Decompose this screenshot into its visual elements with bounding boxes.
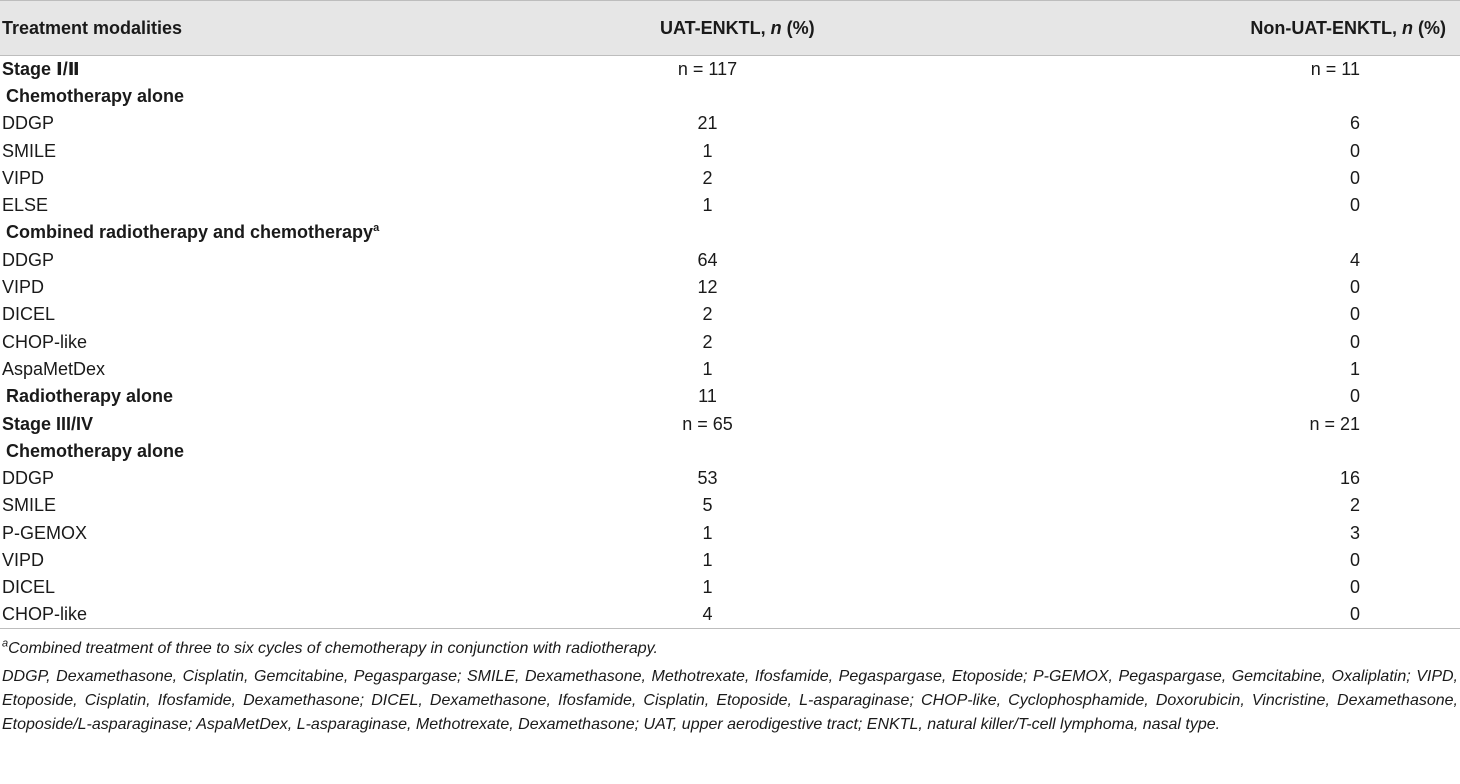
row-label: P-GEMOX (2, 522, 88, 543)
row-non-uat-value: 0 (1349, 277, 1360, 298)
header-treatment-modalities: Treatment modalities (0, 1, 560, 56)
row-label: Stage Ⅰ/Ⅱ (2, 58, 80, 79)
row-uat-value: n = 117 (677, 58, 738, 79)
row-uat-value: 4 (560, 601, 855, 628)
row-non-uat-value: 16 (1339, 468, 1360, 489)
header-uat-enktl: UAT-ENKTL, n (%) (560, 1, 855, 56)
row-non-uat-value: n = 21 (1309, 413, 1360, 434)
table-row (0, 137, 1460, 164)
row-uat-value: n = 65 (682, 413, 733, 434)
row-non-uat-value (855, 83, 1460, 110)
table-row (0, 274, 1460, 301)
row-uat-value: 21 (697, 113, 718, 134)
table-footnotes (0, 629, 1460, 737)
table-row (0, 601, 1460, 628)
table-row (0, 383, 1460, 410)
row-label: Stage III/IV (2, 413, 94, 434)
row-label: DDGP (2, 113, 55, 134)
row-uat-value: 1 (702, 522, 713, 543)
row-uat-value (560, 438, 855, 465)
table-row (0, 219, 1460, 246)
table-row (0, 165, 1460, 192)
row-non-uat-value: 0 (1349, 167, 1360, 188)
row-uat-value: 5 (702, 495, 713, 516)
row-uat-value: 64 (697, 249, 718, 270)
table-row (0, 328, 1460, 355)
row-label: VIPD (2, 167, 45, 188)
row-uat-value: 11 (698, 386, 717, 407)
footnote-abbreviations: DDGP, Dexamethasone, Cisplatin, Gemcitabine, Pegaspargase; SMILE, Dexamethasone, Methotrexate, Ifosfamide, Pegaspargase, Etoposide; P-GEMOX, Pegaspargase, Gemcitabine, Oxaliplatin; VIPD, Etoposide, Cisplatin, Ifosfamide, Dexamethasone; DICEL, Dexamethasone, Ifosfamide, Cisplatin, Etoposide, L-asparaginase; CHOP-like, Cyclophosphamide, Doxorubicin, Vincristine, Dexamethasone, Etoposide/L-asparaginase; AspaMetDex, L-asparaginase, Methotrexate, Dexamethasone; UAT, upper aerodigestive tract; ENKTL, natural killer/T-cell lymphoma, nasal type. (2, 668, 1458, 734)
row-non-uat-value: 0 (1349, 386, 1360, 407)
row-non-uat-value: 0 (1349, 331, 1360, 352)
row-uat-value: 1 (702, 358, 713, 379)
table-row (0, 56, 1460, 83)
table-row (0, 520, 1460, 547)
row-label: Combined radiotherapy and chemotherapy$^a$ (6, 222, 380, 243)
footnote-a: $^a$Combined treatment of three to six cycles of chemotherapy in conjunction with radiotherapy. (2, 637, 658, 658)
row-uat-value: 1 (702, 577, 713, 598)
row-label: Chemotherapy alone (6, 440, 185, 461)
row-uat-value: 1 (702, 195, 713, 216)
table-row (0, 492, 1460, 519)
row-non-uat-value: 2 (1349, 495, 1360, 516)
row-label: Chemotherapy alone (6, 85, 185, 106)
row-label: CHOP-like (2, 331, 88, 352)
row-non-uat-value: 0 (1349, 577, 1360, 598)
row-label: DICEL (2, 577, 56, 598)
row-label: VIPD (2, 277, 45, 298)
row-label: SMILE (2, 495, 57, 516)
row-non-uat-value: 0 (1349, 195, 1360, 216)
row-non-uat-value: 0 (1349, 304, 1360, 325)
row-label: DICEL (2, 304, 56, 325)
row-label: VIPD (2, 549, 45, 570)
row-uat-value: 1 (702, 549, 713, 570)
table-row (0, 465, 1460, 492)
row-uat-value: 2 (702, 304, 713, 325)
row-label: DDGP (2, 249, 55, 270)
row-non-uat-value (855, 219, 1460, 246)
table-row (0, 110, 1460, 137)
table-header-row (0, 1, 1460, 56)
table-row (0, 83, 1460, 110)
table-row (0, 574, 1460, 601)
header-non-uat-enktl: Non-UAT-ENKTL, n (%) (855, 1, 1460, 56)
table-row (0, 247, 1460, 274)
row-label: CHOP-like (0, 601, 560, 628)
row-label: AspaMetDex (2, 358, 106, 379)
row-uat-value: 2 (702, 331, 713, 352)
table-row (0, 356, 1460, 383)
row-uat-value: 1 (702, 140, 713, 161)
row-non-uat-value: 0 (1349, 549, 1360, 570)
row-non-uat-value: n = 11 (1310, 58, 1360, 79)
row-label: ELSE (2, 195, 49, 216)
row-label: Radiotherapy alone (6, 386, 174, 407)
row-non-uat-value: 0 (855, 601, 1460, 628)
table-row (0, 192, 1460, 219)
row-non-uat-value: 4 (1349, 249, 1360, 270)
row-label: SMILE (2, 140, 57, 161)
table-body (0, 56, 1460, 629)
row-non-uat-value: 1 (1349, 358, 1360, 379)
row-non-uat-value: 3 (1349, 522, 1360, 543)
row-non-uat-value: 6 (1349, 113, 1360, 134)
row-uat-value (560, 83, 855, 110)
row-non-uat-value: 0 (1349, 140, 1360, 161)
row-uat-value: 53 (697, 468, 718, 489)
row-uat-value: 2 (702, 167, 713, 188)
table-row (0, 547, 1460, 574)
row-label: DDGP (2, 468, 55, 489)
table-row (0, 438, 1460, 465)
row-uat-value: 12 (697, 277, 718, 298)
row-non-uat-value (855, 438, 1460, 465)
row-uat-value (560, 219, 855, 246)
table-row (0, 410, 1460, 437)
table-row (0, 301, 1460, 328)
